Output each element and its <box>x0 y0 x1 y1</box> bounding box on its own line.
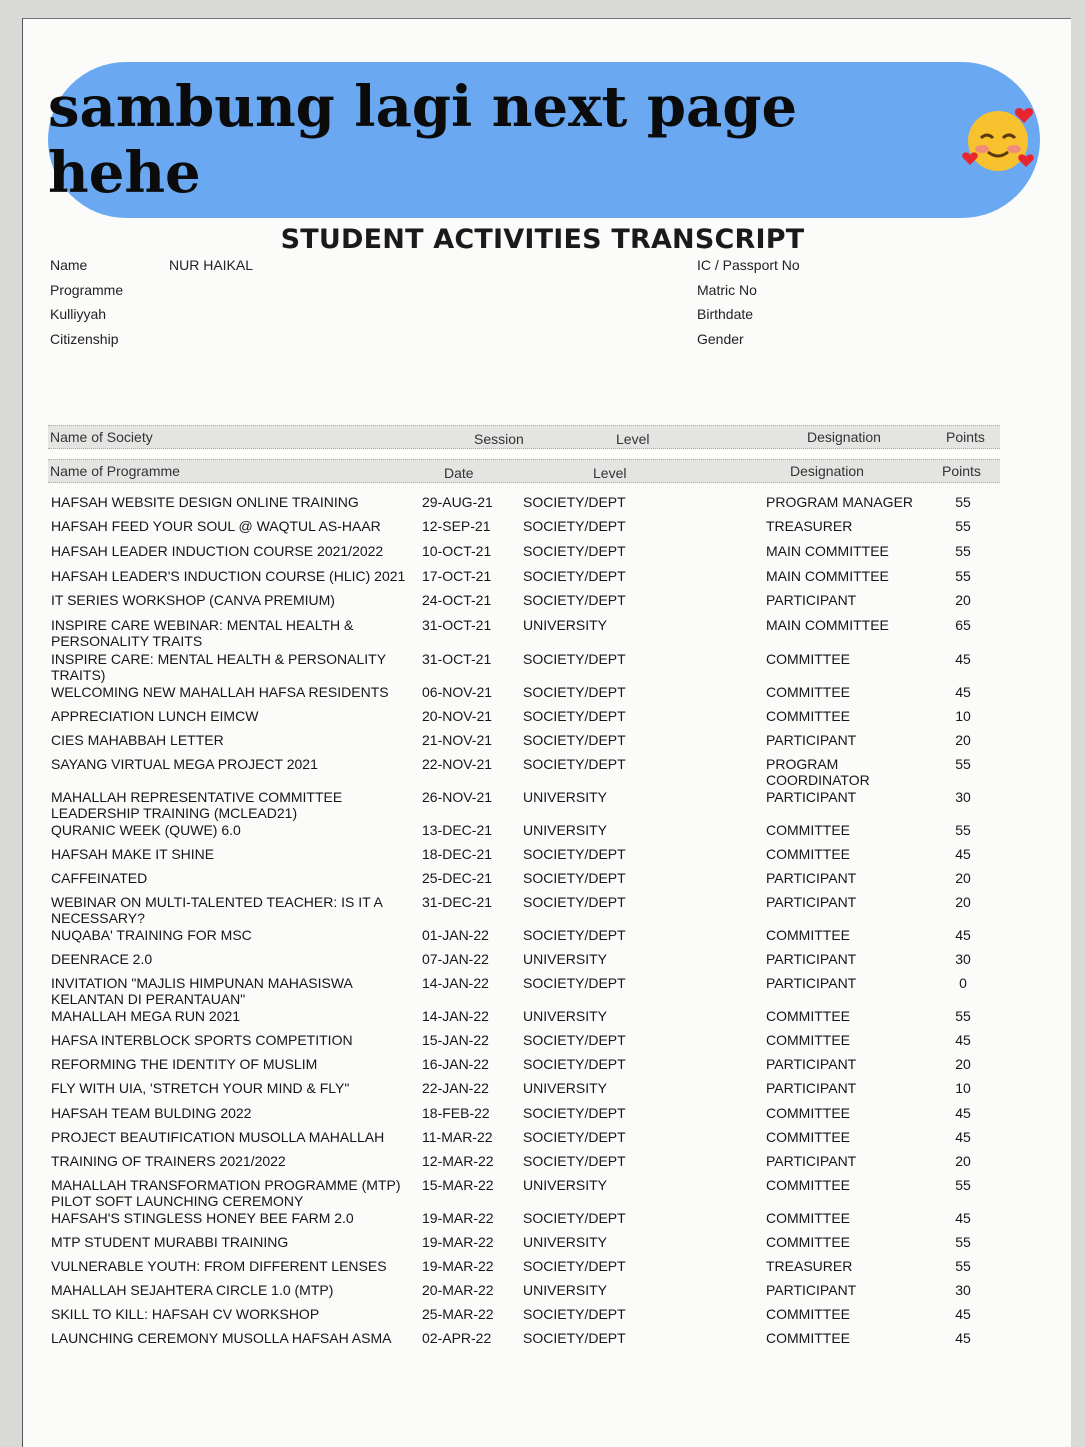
activity-level: UNIVERSITY <box>523 1282 608 1298</box>
activity-date: 06-NOV-21 <box>422 684 493 700</box>
header-designation: Designation <box>790 463 864 479</box>
activity-date: 12-MAR-22 <box>422 1153 494 1169</box>
header-date: Date <box>444 465 474 481</box>
activity-name: SAYANG VIRTUAL MEGA PROJECT 2021 <box>51 756 318 772</box>
activity-name: HAFSAH MAKE IT SHINE <box>51 846 215 862</box>
caption-banner <box>48 62 1040 218</box>
smiling-face-with-hearts-icon <box>962 99 1040 181</box>
header-level: Level <box>616 431 650 447</box>
activity-date: 14-JAN-22 <box>422 975 489 991</box>
activity-designation: COMMITTEE <box>766 846 850 862</box>
activity-designation: PARTICIPANT <box>766 870 857 886</box>
activity-level: SOCIETY/DEPT <box>523 927 626 943</box>
activity-points: 45 <box>955 927 971 943</box>
activity-level: SOCIETY/DEPT <box>523 1306 626 1322</box>
activity-level: SOCIETY/DEPT <box>523 1129 626 1145</box>
activity-designation: COMMITTEE <box>766 1008 850 1024</box>
header-points: Points <box>946 429 985 445</box>
activity-designation: PARTICIPANT <box>766 894 857 910</box>
activity-date: 16-JAN-22 <box>422 1056 489 1072</box>
activity-points: 55 <box>955 568 971 584</box>
activity-date: 19-MAR-22 <box>422 1234 494 1250</box>
activity-designation: COMMITTEE <box>766 684 850 700</box>
activity-date: 02-APR-22 <box>422 1330 492 1346</box>
header-level: Level <box>593 465 627 481</box>
activity-designation: PARTICIPANT <box>766 1080 857 1096</box>
activity-designation: COMMITTEE <box>766 708 850 724</box>
activity-name: REFORMING THE IDENTITY OF MUSLIM <box>51 1056 318 1072</box>
activity-name: FLY WITH UIA, 'STRETCH YOUR MIND & FLY" <box>51 1080 350 1096</box>
activity-date: 29-AUG-21 <box>422 494 493 510</box>
activity-date: 31-DEC-21 <box>422 894 493 910</box>
activity-designation: PARTICIPANT <box>766 975 857 991</box>
activity-level: SOCIETY/DEPT <box>523 1330 626 1346</box>
activity-name: HAFSAH'S STINGLESS HONEY BEE FARM 2.0 <box>51 1210 354 1226</box>
activity-name: WEBINAR ON MULTI-TALENTED TEACHER: IS IT A NECESSARY? <box>51 894 383 926</box>
activity-name: MAHALLAH SEJAHTERA CIRCLE 1.0 (MTP) <box>51 1282 334 1298</box>
activity-points: 55 <box>955 756 971 772</box>
activity-points: 45 <box>955 684 971 700</box>
activity-designation: COMMITTEE <box>766 1306 850 1322</box>
activity-name: DEENRACE 2.0 <box>51 951 153 967</box>
activity-designation: COMMITTEE <box>766 1105 850 1121</box>
programme-header-row <box>48 459 1000 483</box>
activity-name: CAFFEINATED <box>51 870 148 886</box>
activity-name: HAFSAH FEED YOUR SOUL @ WAQTUL AS-HAAR <box>51 518 381 534</box>
activity-points: 20 <box>955 1153 971 1169</box>
activity-points: 55 <box>955 543 971 559</box>
activity-points: 20 <box>955 870 971 886</box>
activity-points: 45 <box>955 846 971 862</box>
activity-level: SOCIETY/DEPT <box>523 684 626 700</box>
activity-points: 45 <box>955 1032 971 1048</box>
info-label: Birthdate <box>697 306 754 322</box>
activity-designation: COMMITTEE <box>766 1032 850 1048</box>
activity-points: 10 <box>955 1080 971 1096</box>
activity-date: 15-MAR-22 <box>422 1177 494 1193</box>
activity-date: 20-NOV-21 <box>422 708 493 724</box>
activity-date: 20-MAR-22 <box>422 1282 494 1298</box>
header-name-of-programme: Name of Programme <box>50 463 180 479</box>
activity-date: 31-OCT-21 <box>422 651 492 667</box>
activity-name: HAFSAH LEADER'S INDUCTION COURSE (HLIC) 2021 <box>51 568 406 584</box>
activity-designation: PARTICIPANT <box>766 789 857 805</box>
activity-level: SOCIETY/DEPT <box>523 518 626 534</box>
activity-level: SOCIETY/DEPT <box>523 1056 626 1072</box>
activity-points: 55 <box>955 1258 971 1274</box>
activity-level: UNIVERSITY <box>523 1234 608 1250</box>
activity-level: SOCIETY/DEPT <box>523 1032 626 1048</box>
header-points: Points <box>942 463 981 479</box>
activity-points: 20 <box>955 894 971 910</box>
info-label: Kulliyyah <box>50 306 107 322</box>
activity-designation: TREASURER <box>766 518 853 534</box>
activity-points: 10 <box>955 708 971 724</box>
activity-name: MAHALLAH REPRESENTATIVE COMMITTEE LEADERSHIP TRAINING (MCLEAD21) <box>51 789 343 821</box>
activity-designation: PARTICIPANT <box>766 1056 857 1072</box>
activity-date: 18-FEB-22 <box>422 1105 490 1121</box>
activity-level: SOCIETY/DEPT <box>523 894 626 910</box>
activity-date: 17-OCT-21 <box>422 568 492 584</box>
activity-points: 45 <box>955 1105 971 1121</box>
header-session: Session <box>474 431 524 447</box>
activity-points: 30 <box>955 1282 971 1298</box>
activity-designation: PARTICIPANT <box>766 1282 857 1298</box>
activity-name: QURANIC WEEK (QUWE) 6.0 <box>51 822 241 838</box>
activity-points: 55 <box>955 822 971 838</box>
info-value: NUR HAIKAL <box>169 257 254 273</box>
activity-name: INSPIRE CARE WEBINAR: MENTAL HEALTH & PERSONALITY TRAITS <box>51 617 354 649</box>
activity-points: 55 <box>955 1177 971 1193</box>
activity-level: UNIVERSITY <box>523 1008 608 1024</box>
activity-level: SOCIETY/DEPT <box>523 494 626 510</box>
activity-date: 31-OCT-21 <box>422 617 492 633</box>
activity-level: SOCIETY/DEPT <box>523 568 626 584</box>
activity-level: SOCIETY/DEPT <box>523 870 626 886</box>
activity-date: 18-DEC-21 <box>422 846 493 862</box>
activity-designation: TREASURER <box>766 1258 853 1274</box>
activity-name: INVITATION "MAJLIS HIMPUNAN MAHASISWA KELANTAN DI PERANTAUAN" <box>51 975 353 1007</box>
activity-level: SOCIETY/DEPT <box>523 1153 626 1169</box>
activity-level: UNIVERSITY <box>523 1177 608 1193</box>
activity-name: APPRECIATION LUNCH EIMCW <box>51 708 259 724</box>
activity-name: HAFSAH WEBSITE DESIGN ONLINE TRAINING <box>51 494 359 510</box>
info-label: IC / Passport No <box>697 257 800 273</box>
activity-level: SOCIETY/DEPT <box>523 708 626 724</box>
activity-date: 13-DEC-21 <box>422 822 493 838</box>
activity-level: UNIVERSITY <box>523 789 608 805</box>
activity-designation: PROGRAM MANAGER <box>766 494 914 510</box>
activity-name: VULNERABLE YOUTH: FROM DIFFERENT LENSES <box>51 1258 387 1274</box>
info-label: Matric No <box>697 282 757 298</box>
activity-name: HAFSAH TEAM BULDING 2022 <box>51 1105 252 1121</box>
activity-date: 15-JAN-22 <box>422 1032 489 1048</box>
activity-points: 20 <box>955 1056 971 1072</box>
activity-date: 19-MAR-22 <box>422 1258 494 1274</box>
activity-level: SOCIETY/DEPT <box>523 1258 626 1274</box>
activity-level: SOCIETY/DEPT <box>523 732 626 748</box>
activity-designation: COMMITTEE <box>766 1234 850 1250</box>
activity-name: MAHALLAH MEGA RUN 2021 <box>51 1008 241 1024</box>
activity-level: SOCIETY/DEPT <box>523 1105 626 1121</box>
activity-points: 55 <box>955 1234 971 1250</box>
activity-level: UNIVERSITY <box>523 617 608 633</box>
activity-level: UNIVERSITY <box>523 951 608 967</box>
activity-points: 45 <box>955 1129 971 1145</box>
activity-date: 21-NOV-21 <box>422 732 493 748</box>
activity-level: SOCIETY/DEPT <box>523 756 626 772</box>
activity-designation: MAIN COMMITTEE <box>766 568 889 584</box>
header-name-of-society: Name of Society <box>50 429 153 445</box>
activity-name: TRAINING OF TRAINERS 2021/2022 <box>51 1153 286 1169</box>
activity-designation: PARTICIPANT <box>766 951 857 967</box>
activity-date: 26-NOV-21 <box>422 789 493 805</box>
activity-points: 55 <box>955 518 971 534</box>
activity-designation: PARTICIPANT <box>766 732 857 748</box>
activity-points: 45 <box>955 1306 971 1322</box>
activity-points: 30 <box>955 951 971 967</box>
activity-date: 14-JAN-22 <box>422 1008 489 1024</box>
activity-name: CIES MAHABBAH LETTER <box>51 732 224 748</box>
activity-level: SOCIETY/DEPT <box>523 592 626 608</box>
header-designation: Designation <box>807 429 881 445</box>
activity-date: 10-OCT-21 <box>422 543 492 559</box>
activity-points: 55 <box>955 1008 971 1024</box>
activity-date: 01-JAN-22 <box>422 927 489 943</box>
activity-level: SOCIETY/DEPT <box>523 543 626 559</box>
info-label: Name <box>50 257 88 273</box>
activity-date: 12-SEP-21 <box>422 518 491 534</box>
activity-level: UNIVERSITY <box>523 1080 608 1096</box>
activity-date: 22-NOV-21 <box>422 756 493 772</box>
activity-designation: COMMITTEE <box>766 1210 850 1226</box>
activity-level: SOCIETY/DEPT <box>523 1210 626 1226</box>
activity-points: 20 <box>955 592 971 608</box>
activity-designation: COMMITTEE <box>766 1330 850 1346</box>
activity-points: 30 <box>955 789 971 805</box>
activity-level: UNIVERSITY <box>523 822 608 838</box>
activity-date: 25-DEC-21 <box>422 870 493 886</box>
activity-points: 45 <box>955 651 971 667</box>
activity-level: SOCIETY/DEPT <box>523 975 626 991</box>
activity-name: PROJECT BEAUTIFICATION MUSOLLA MAHALLAH <box>51 1129 385 1145</box>
activity-designation: MAIN COMMITTEE <box>766 543 889 559</box>
activity-points: 55 <box>955 494 971 510</box>
activity-designation: PROGRAM COORDINATOR <box>766 756 870 788</box>
activity-date: 22-JAN-22 <box>422 1080 489 1096</box>
activity-name: WELCOMING NEW MAHALLAH HAFSA RESIDENTS <box>51 684 389 700</box>
activity-date: 19-MAR-22 <box>422 1210 494 1226</box>
activity-name: MAHALLAH TRANSFORMATION PROGRAMME (MTP) PILOT SOFT LAUNCHING CEREMONY <box>51 1177 401 1209</box>
activity-name: HAFSA INTERBLOCK SPORTS COMPETITION <box>51 1032 353 1048</box>
activity-points: 45 <box>955 1210 971 1226</box>
activity-designation: MAIN COMMITTEE <box>766 617 889 633</box>
activity-date: 11-MAR-22 <box>422 1129 493 1145</box>
activity-designation: COMMITTEE <box>766 927 850 943</box>
activity-designation: COMMITTEE <box>766 651 850 667</box>
activity-designation: PARTICIPANT <box>766 1153 857 1169</box>
activity-date: 07-JAN-22 <box>422 951 489 967</box>
info-label: Gender <box>697 331 744 347</box>
activity-name: IT SERIES WORKSHOP (CANVA PREMIUM) <box>51 592 335 608</box>
activity-points: 65 <box>955 617 971 633</box>
activity-level: SOCIETY/DEPT <box>523 651 626 667</box>
activity-name: HAFSAH LEADER INDUCTION COURSE 2021/2022 <box>51 543 384 559</box>
activity-name: LAUNCHING CEREMONY MUSOLLA HAFSAH ASMA <box>51 1330 392 1346</box>
activity-level: SOCIETY/DEPT <box>523 846 626 862</box>
banner-text: sambung lagi next page hehe <box>48 74 798 206</box>
activity-name: INSPIRE CARE: MENTAL HEALTH & PERSONALITY TRAITS) <box>51 651 386 683</box>
activity-date: 25-MAR-22 <box>422 1306 494 1322</box>
activity-points: 20 <box>955 732 971 748</box>
society-header-row <box>48 425 1000 449</box>
activity-name: SKILL TO KILL: HAFSAH CV WORKSHOP <box>51 1306 320 1322</box>
info-label: Programme <box>50 282 124 298</box>
activity-points: 0 <box>959 975 967 991</box>
activity-designation: COMMITTEE <box>766 1177 850 1193</box>
activity-date: 24-OCT-21 <box>422 592 492 608</box>
activity-points: 45 <box>955 1330 971 1346</box>
activity-name: MTP STUDENT MURABBI TRAINING <box>51 1234 289 1250</box>
activity-designation: COMMITTEE <box>766 1129 850 1145</box>
activity-name: NUQABA' TRAINING FOR MSC <box>51 927 252 943</box>
document-title: STUDENT ACTIVITIES TRANSCRIPT <box>280 224 805 255</box>
activity-designation: COMMITTEE <box>766 822 850 838</box>
info-label: Citizenship <box>50 331 119 347</box>
activity-designation: PARTICIPANT <box>766 592 857 608</box>
